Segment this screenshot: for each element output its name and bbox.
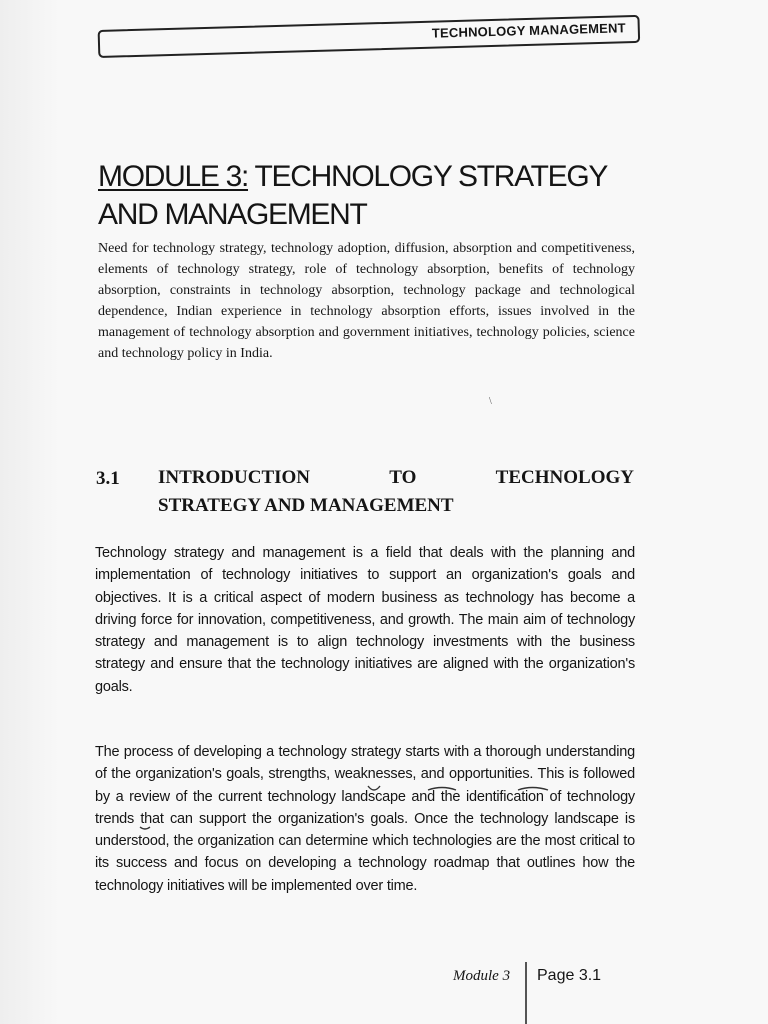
section-heading-word: TO (389, 467, 417, 488)
footer-page-number: Page 3.1 (537, 967, 602, 984)
stray-pen-mark: \ (489, 396, 492, 407)
section-heading-word: INTRODUCTION (158, 467, 311, 488)
running-header-title: TECHNOLOGY MANAGEMENT (431, 20, 626, 41)
running-header (98, 15, 641, 58)
module-title-text: TECHNOLOGY STRATEGY AND MANAGEMENT (98, 160, 607, 231)
body-paragraph: Technology strategy and management is a field that deals with the planning and implementation of technology initiatives to support an organization's goals and objectives. It is a critical aspect of modern business as technology has become a driving force for innovation, competitiveness, and growth. The main aim of technology strategy and management is to align technology investments with the business strategy and ensure that the technology initiatives are aligned with the organization's goals. (95, 545, 635, 695)
section-heading (158, 464, 634, 520)
section-heading-word: TECHNOLOGY (495, 467, 634, 488)
section-heading-line2: STRATEGY AND MANAGEMENT (158, 495, 454, 516)
module-heading (98, 158, 658, 234)
module-syllabus-intro: Need for technology strategy, technology adoption, diffusion, absorption and competitiveness, elements of technology strategy, role of technology absorption, benefits of technology absorption, constraints in technology absorption, technology package and technological dependence, Indian experience in technology absorption efforts, issues involved in the management of technology absorption and government initiatives, technology policies, science and technology policy in India. (98, 241, 635, 361)
section-heading-line1 (158, 464, 634, 492)
footer-divider (525, 962, 527, 1024)
module-number-label: MODULE 3: (98, 160, 249, 193)
body-paragraph: The process of developing a technology strategy starts with a thorough understanding of the organization's goals, strengths, weaknesses, and opportunities. This is followed by a review of the current technology landscape and the identification of technology trends that can support the organization's goals. Once the technology landscape is understood, the organization can determine which technologies are the most critical to its success and focus on developing a technology roadmap that outlines how the technology initiatives will be implemented over time. (95, 744, 635, 894)
footer-module-label: Module 3 (453, 968, 511, 984)
section-number: 3.1 (96, 468, 120, 489)
